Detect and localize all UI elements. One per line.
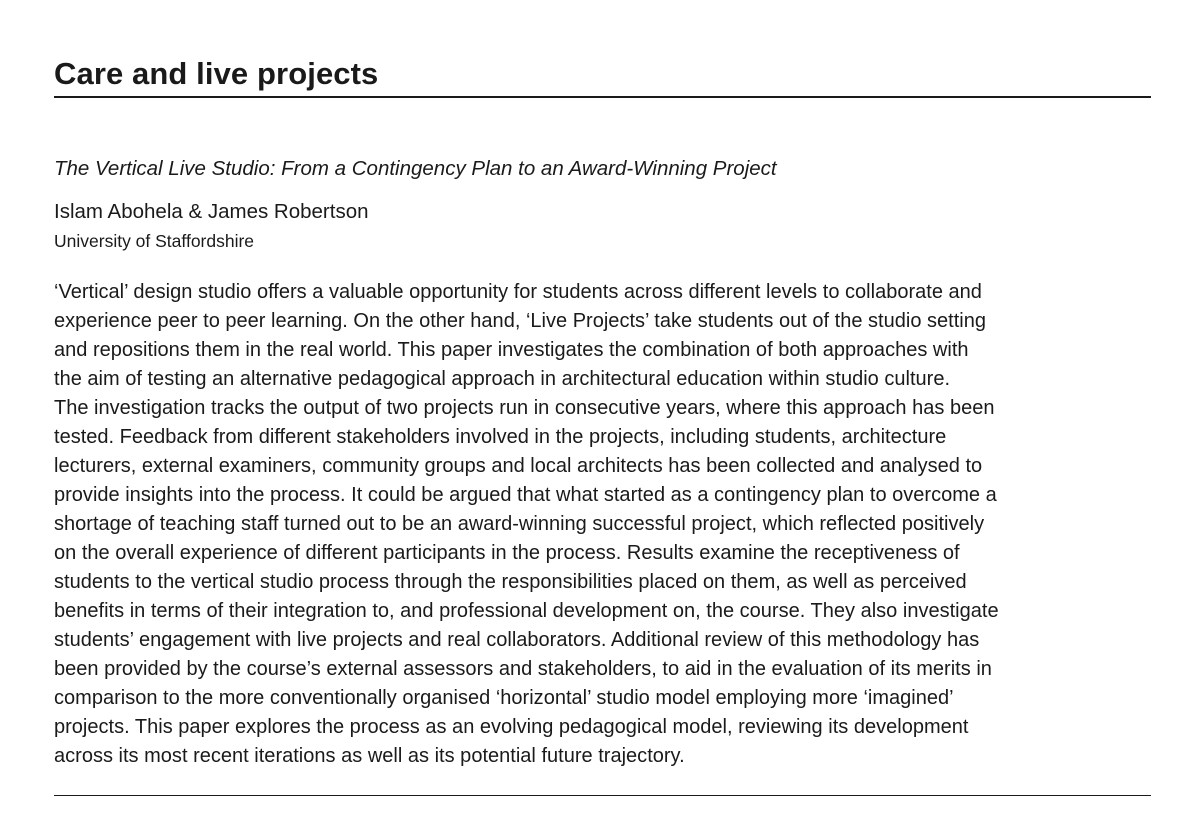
abstract-line: comparison to the more conventionally organised ‘horizontal’ studio model employing more ‘imagined’ bbox=[54, 687, 954, 709]
abstract-line: provide insights into the process. It could be argued that what started as a contingency plan to overcome a bbox=[54, 484, 997, 506]
abstract-line: experience peer to peer learning. On the other hand, ‘Live Projects’ take students out of the studio setting bbox=[54, 310, 987, 332]
section-title: Care and live projects bbox=[54, 56, 379, 91]
abstract-line: students to the vertical studio process through the responsibilities placed on them, as well as perceived bbox=[54, 571, 967, 593]
abstract-paragraph bbox=[54, 278, 1151, 771]
document-page bbox=[54, 0, 1151, 819]
abstract-line: benefits in terms of their integration to, and professional development on, the course. They also investigate bbox=[54, 600, 999, 622]
article-authors: Islam Abohela & James Robertson bbox=[54, 200, 369, 223]
article-title: The Vertical Live Studio: From a Contingency Plan to an Award-Winning Project bbox=[54, 157, 777, 180]
abstract-line: ‘Vertical’ design studio offers a valuable opportunity for students across different levels to collaborate and bbox=[54, 281, 982, 303]
abstract-line: students’ engagement with live projects and real collaborators. Additional review of this methodology has bbox=[54, 629, 980, 651]
footer-divider bbox=[54, 795, 1151, 796]
abstract-line: shortage of teaching staff turned out to be an award-winning successful project, which reflected positively bbox=[54, 513, 985, 535]
abstract-line: the aim of testing an alternative pedagogical approach in architectural education within studio culture. bbox=[54, 368, 951, 390]
abstract-line: across its most recent iterations as well as its potential future trajectory. bbox=[54, 745, 685, 767]
author-affiliation: University of Staffordshire bbox=[54, 231, 255, 251]
abstract-line: on the overall experience of different participants in the process. Results examine the receptiveness of bbox=[54, 542, 960, 564]
abstract-line: lecturers, external examiners, community groups and local architects has been collected and analysed to bbox=[54, 455, 983, 477]
section-header bbox=[54, 54, 1151, 98]
abstract-line: projects. This paper explores the process as an evolving pedagogical model, reviewing its development bbox=[54, 716, 969, 738]
abstract-line: The investigation tracks the output of two projects run in consecutive years, where this approach has been bbox=[54, 397, 995, 419]
abstract-line: and repositions them in the real world. This paper investigates the combination of both approaches with bbox=[54, 339, 969, 361]
abstract-line: tested. Feedback from different stakeholders involved in the projects, including students, architecture bbox=[54, 426, 947, 448]
abstract-line: been provided by the course’s external assessors and stakeholders, to aid in the evaluation of its merits in bbox=[54, 658, 992, 680]
